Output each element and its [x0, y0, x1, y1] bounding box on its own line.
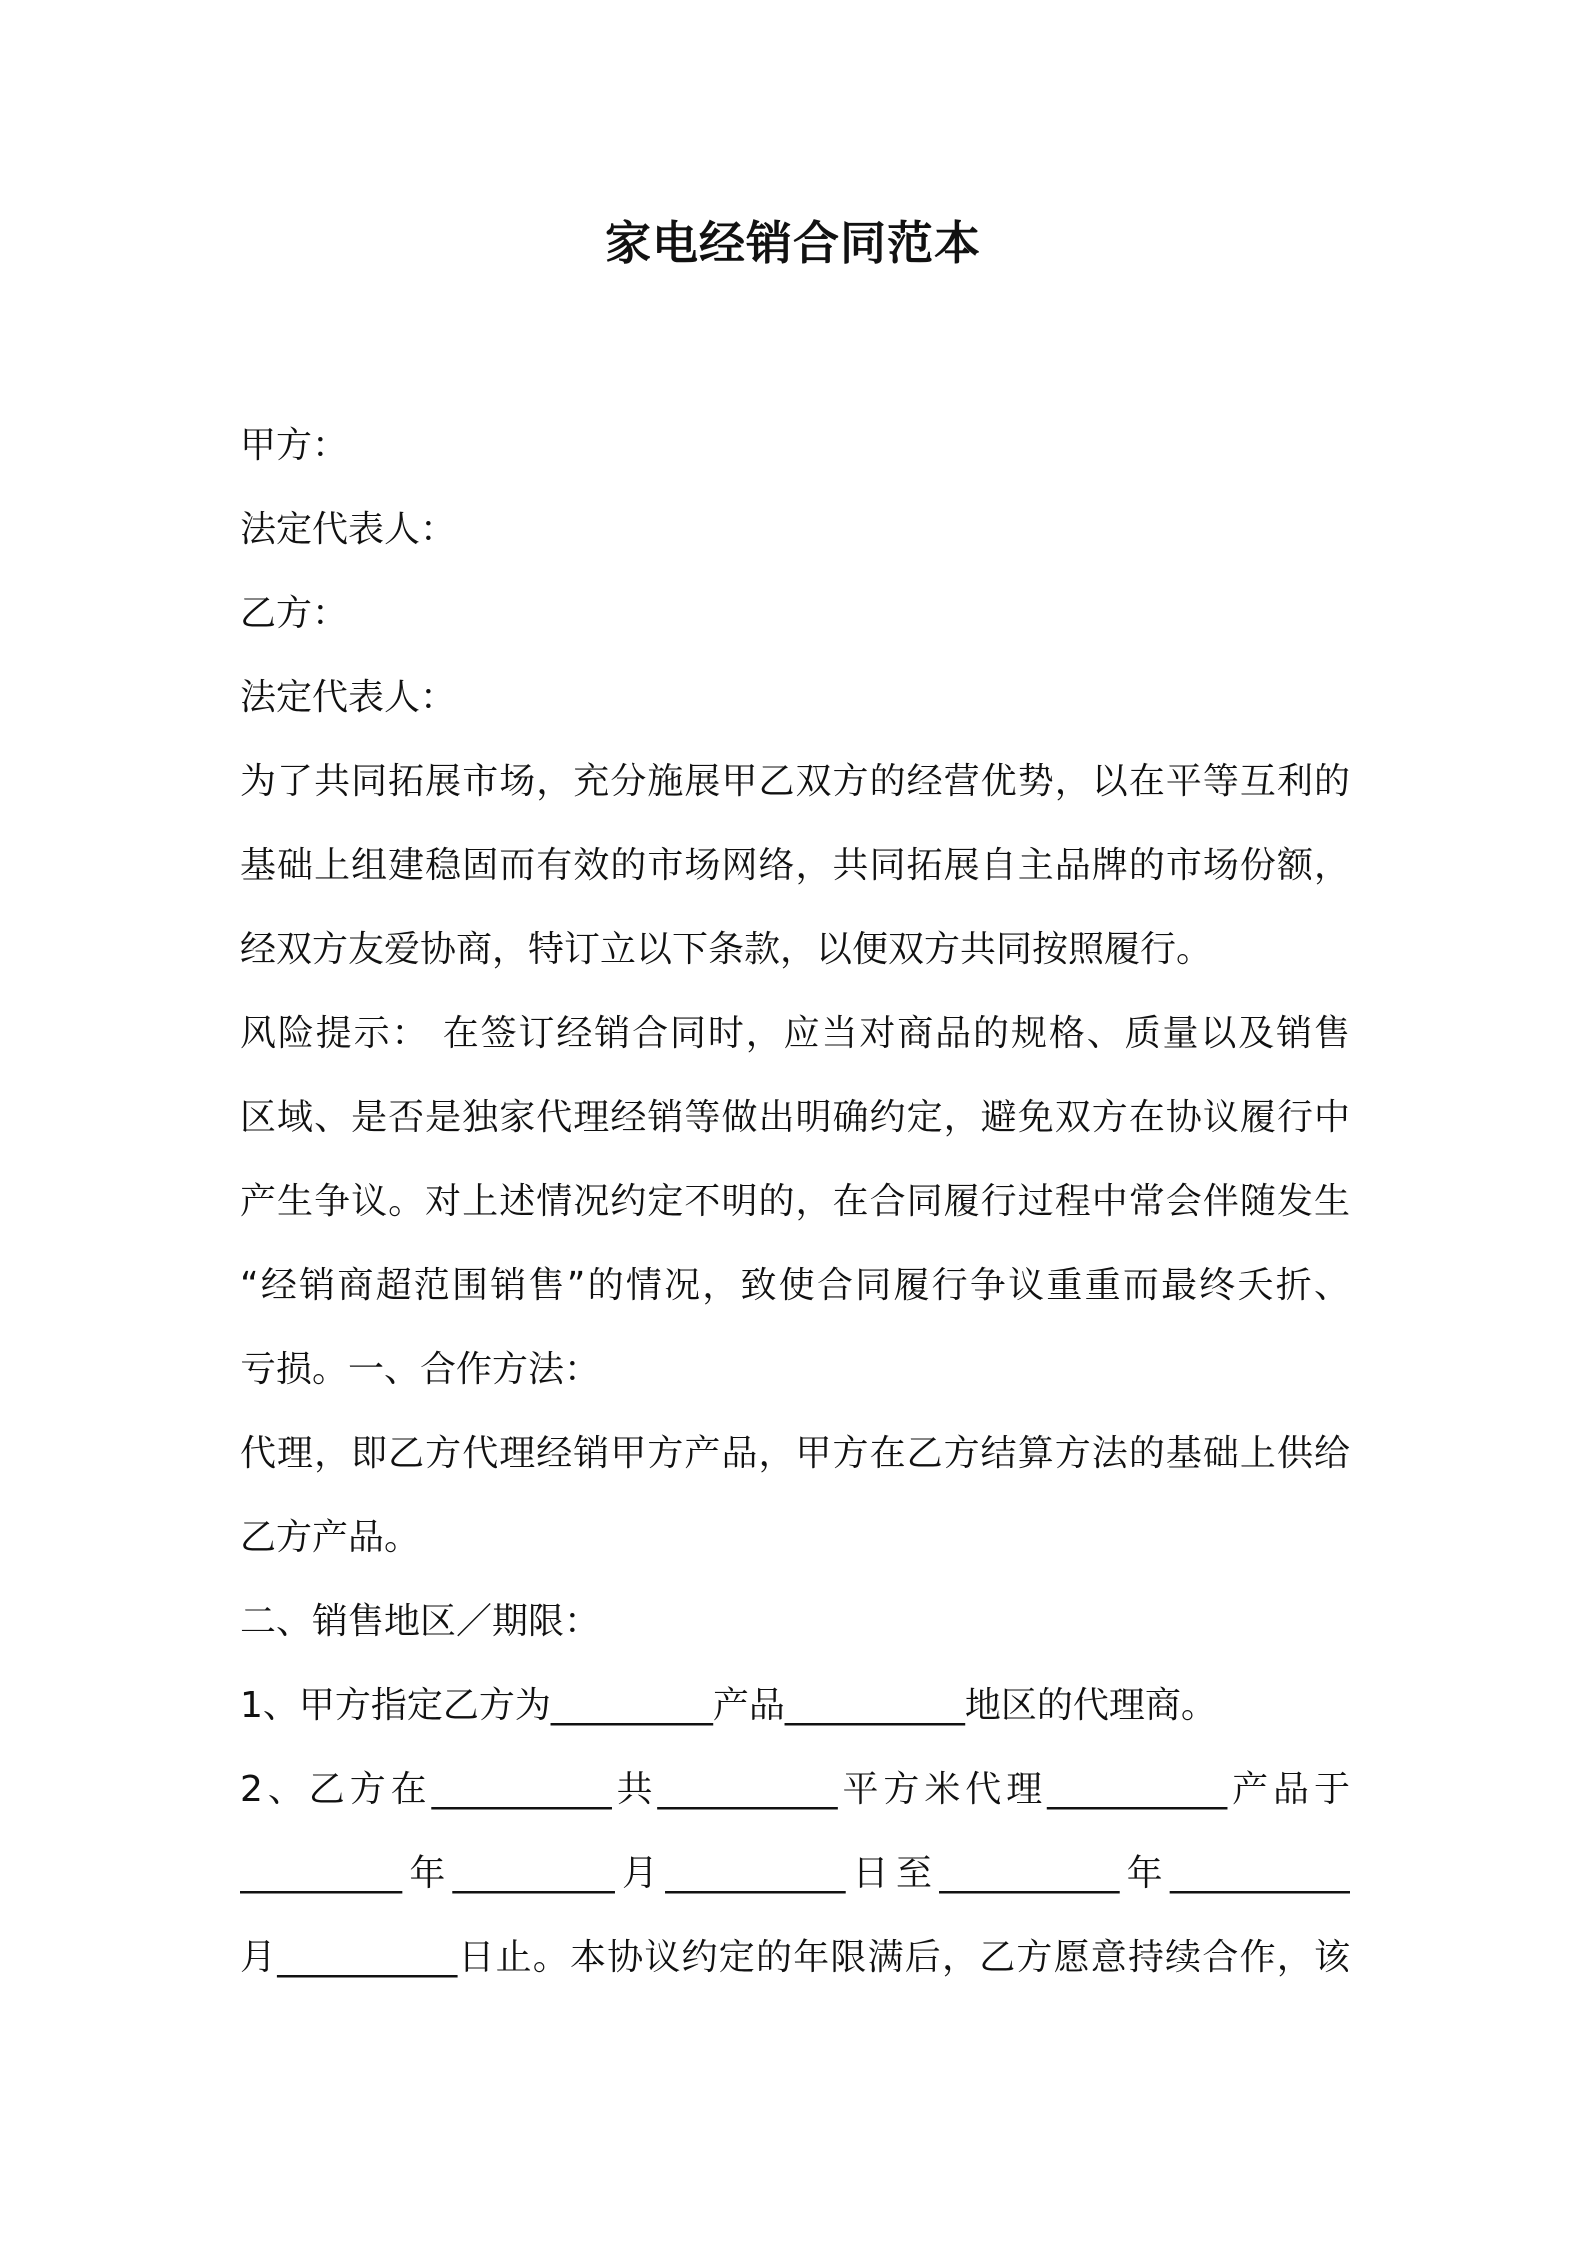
section-one-heading: 亏损。一、合作方法：	[240, 1349, 601, 1390]
party-a-line: 甲方：	[240, 425, 349, 466]
clause-1-line: 1、甲方指定乙方为_________产品__________地区的代理商。	[240, 1685, 1217, 1726]
preamble-line-2: 基础上组建稳固而有效的市场网络，共同拓展自主品牌的市场份额，	[240, 845, 1350, 886]
preamble-line-1: 为了共同拓展市场，充分施展甲乙双方的经营优势，以在平等互利的	[240, 761, 1350, 802]
clause-2-line-3: 月__________日止。本协议约定的年限满后，乙方愿意持续合作，该	[240, 1937, 1350, 1978]
cooperation-method-line-2: 乙方产品。	[240, 1517, 421, 1558]
risk-notice-line-1: 风险提示： 在签订经销合同时，应当对商品的规格、质量以及销售	[240, 1013, 1350, 1054]
party-b-representative-line: 法定代表人：	[240, 677, 457, 718]
party-a-representative-line: 法定代表人：	[240, 509, 457, 550]
document-body	[240, 404, 1350, 2000]
section-two-heading: 二、销售地区／期限：	[240, 1601, 601, 1642]
document-title: 家电经销合同范本	[605, 216, 981, 270]
party-b-line: 乙方：	[240, 593, 349, 634]
clause-2-line-1: 2、乙方在__________共__________平方米代理__________产品于	[240, 1769, 1350, 1810]
clause-2-line-2: _________年_________月__________日至__________年__________	[240, 1853, 1350, 1894]
risk-notice-line-4: “经销商超范围销售”的情况，致使合同履行争议重重而最终夭折、	[240, 1265, 1350, 1306]
risk-notice-line-3: 产生争议。对上述情况约定不明的，在合同履行过程中常会伴随发生	[240, 1181, 1350, 1222]
cooperation-method-line-1: 代理，即乙方代理经销甲方产品，甲方在乙方结算方法的基础上供给	[240, 1433, 1350, 1474]
risk-notice-line-2: 区域、是否是独家代理经销等做出明确约定，避免双方在协议履行中	[240, 1097, 1350, 1138]
preamble-line-3: 经双方友爱协商，特订立以下条款，以便双方共同按照履行。	[240, 929, 1213, 970]
